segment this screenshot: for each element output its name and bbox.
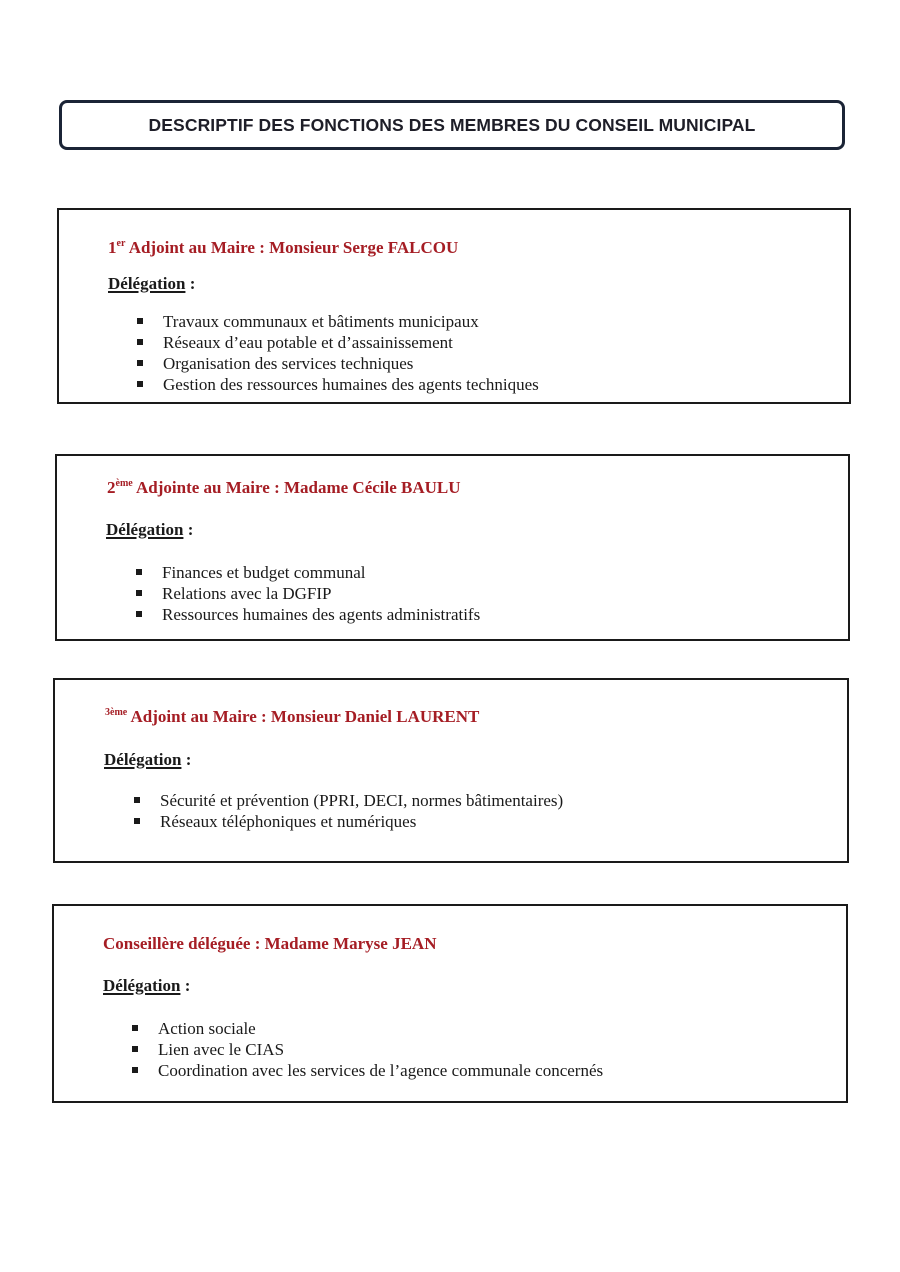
document-title: DESCRIPTIF DES FONCTIONS DES MEMBRES DU CONSEIL MUNICIPAL — [148, 114, 756, 135]
list-item — [134, 311, 539, 332]
delegation-label — [104, 750, 191, 770]
section-second-deputy — [55, 454, 850, 641]
delegation-list — [131, 790, 563, 832]
list-item-text: Travaux communaux et bâtiments municipaux — [163, 312, 479, 331]
bullet-square-icon — [136, 569, 142, 575]
delegation-colon: : — [181, 750, 192, 769]
list-item-text: Relations avec la DGFIP — [162, 584, 332, 603]
delegation-list — [129, 1018, 603, 1081]
delegation-label — [106, 520, 193, 540]
bullet-square-icon — [134, 797, 140, 803]
ordinal-number: 2 — [107, 478, 116, 497]
list-item-text: Finances et budget communal — [162, 563, 366, 582]
section-heading — [107, 478, 461, 498]
list-item-text: Ressources humaines des agents administratifs — [162, 605, 481, 624]
delegation-label-text: Délégation — [106, 520, 184, 539]
list-item — [131, 811, 563, 832]
section-heading — [108, 238, 458, 258]
ordinal-suffix: er — [116, 238, 126, 249]
delegation-colon: : — [180, 976, 191, 995]
ordinal-suffix: 3ème — [105, 707, 128, 718]
list-item — [133, 604, 480, 625]
bullet-square-icon — [137, 360, 143, 366]
list-item-text: Sécurité et prévention (PPRI, DECI, normes bâtimentaires) — [160, 791, 564, 810]
list-item — [134, 353, 539, 374]
delegation-colon: : — [185, 274, 196, 293]
list-item-text: Organisation des services techniques — [163, 354, 414, 373]
list-item — [134, 332, 539, 353]
list-item — [131, 790, 563, 811]
list-item-text: Lien avec le CIAS — [158, 1040, 285, 1059]
bullet-square-icon — [137, 339, 143, 345]
list-item — [134, 374, 539, 395]
list-item — [133, 562, 480, 583]
section-first-deputy — [57, 208, 851, 404]
role-name: Adjoint au Maire : Monsieur Daniel LAURENT — [127, 707, 480, 726]
ordinal-number: 1 — [108, 238, 117, 257]
delegation-label — [108, 274, 195, 294]
bullet-square-icon — [136, 590, 142, 596]
bullet-square-icon — [137, 381, 143, 387]
list-item — [129, 1039, 603, 1060]
role-name: Adjoint au Maire : Monsieur Serge FALCOU — [125, 238, 459, 257]
list-item — [129, 1060, 603, 1081]
list-item — [133, 583, 480, 604]
section-third-deputy — [53, 678, 849, 863]
delegation-label-text: Délégation — [108, 274, 186, 293]
list-item-text: Réseaux téléphoniques et numériques — [160, 812, 417, 831]
delegation-label — [103, 976, 190, 996]
role-name: Conseillère déléguée : Madame Maryse JEAN — [103, 934, 437, 953]
bullet-square-icon — [132, 1046, 138, 1052]
delegation-colon: : — [183, 520, 194, 539]
role-name: Adjointe au Maire : Madame Cécile BAULU — [132, 478, 461, 497]
list-item-text: Coordination avec les services de l’agence communale concernés — [158, 1061, 604, 1080]
bullet-square-icon — [134, 818, 140, 824]
bullet-square-icon — [137, 318, 143, 324]
delegation-label-text: Délégation — [103, 976, 181, 995]
list-item — [129, 1018, 603, 1039]
bullet-square-icon — [132, 1067, 138, 1073]
section-heading — [105, 707, 479, 727]
list-item-text: Gestion des ressources humaines des agents techniques — [163, 375, 539, 394]
document-title-box — [59, 100, 845, 150]
delegation-list — [133, 562, 480, 625]
bullet-square-icon — [136, 611, 142, 617]
ordinal-suffix: ème — [115, 478, 133, 489]
delegation-label-text: Délégation — [104, 750, 182, 769]
section-heading — [103, 934, 436, 954]
list-item-text: Action sociale — [158, 1019, 256, 1038]
list-item-text: Réseaux d’eau potable et d’assainissement — [163, 333, 453, 352]
section-delegate-councillor — [52, 904, 848, 1103]
bullet-square-icon — [132, 1025, 138, 1031]
delegation-list — [134, 311, 539, 395]
